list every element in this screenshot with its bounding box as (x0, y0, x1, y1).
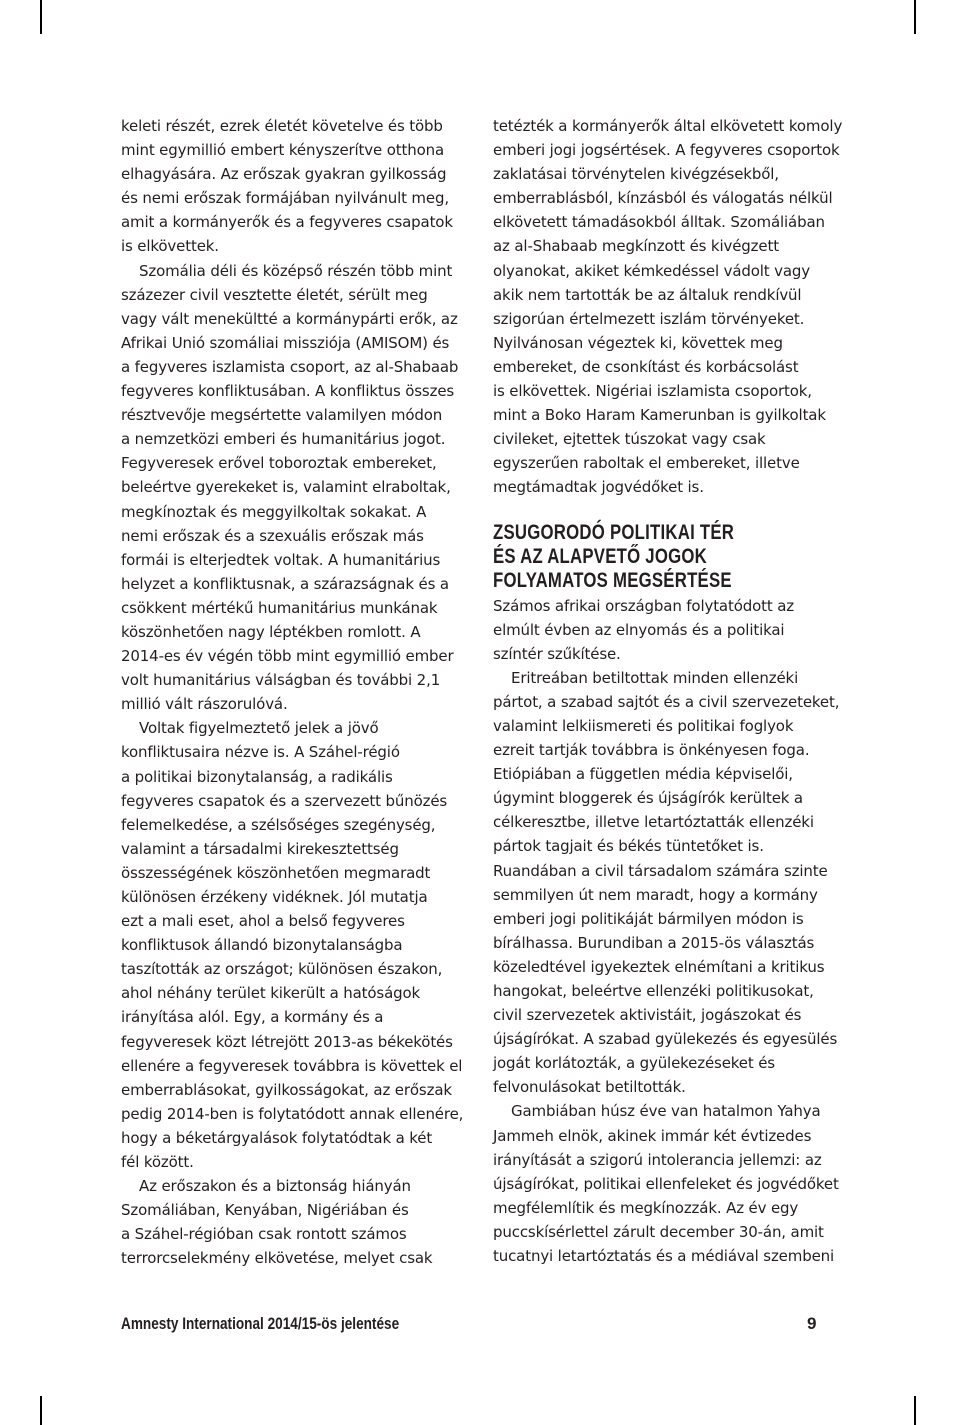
text-line: Gambiában húsz éve van hatalmon Yahya (511, 1102, 821, 1121)
text-line: keleti részét, ezrek életét követelve és több (121, 117, 443, 135)
text-line: Voltak figyelmeztető jelek a jövő (139, 719, 379, 738)
crop-mark-bottom-left (40, 1396, 42, 1425)
text-line: az al-Shabaab megkínzott és kivégzett (493, 237, 779, 256)
text-line: megfélemlítik és megkínozzák. Az év egy (493, 1198, 799, 1217)
text-line: ezreit tartják továbbra is önkényesen foga. (493, 741, 810, 760)
crop-mark-bottom-right (914, 1396, 916, 1425)
text-line: különösen érzékeny vidéknek. Jól mutatja (121, 888, 428, 906)
text-line: civil szervezetek aktivistáit, jogászokat és (493, 1006, 802, 1025)
section-heading-line: ZSUGORODÓ POLITIKAI TÉR (493, 519, 735, 544)
text-line: a Száhel-régióban csak rontott számos (121, 1225, 407, 1244)
page-number: 9 (807, 1314, 817, 1333)
text-line: a nemzetközi emberi és humanitárius jogot. (121, 430, 446, 449)
text-line: semmilyen út nem maradt, hogy a kormány (493, 885, 818, 904)
text-line: beleértve gyerekeket is, valamint elraboltak, (121, 478, 451, 497)
text-line: mint a Boko Haram Kamerunban is gyilkoltak (493, 406, 826, 425)
text-line: hangokat, beleértve ellenzéki politikusokat, (493, 982, 814, 1000)
text-line: emberrablásból, kínzásból és válogatás nélkül (493, 189, 833, 208)
text-line: Számos afrikai országban folytatódott az (493, 596, 794, 615)
text-line: felemelkedése, a szélsőséges szegénység, (121, 815, 436, 834)
text-line: jogát korlátozták, a gyülekezéseket és (493, 1054, 775, 1073)
text-line: elmúlt évben az elnyomás és a politikai (493, 620, 785, 639)
text-line: elhagyására. Az erőszak gyakran gyilkosság (121, 165, 447, 184)
text-line: pártok tagjait és békés tüntetőket is. (493, 837, 764, 856)
text-line: tucatnyi letartóztatás és a médiával szembeni (493, 1247, 835, 1266)
text-line: embereket, de csonkítást és korbácsolást (493, 357, 799, 376)
text-line: megtámadtak jogvédőket is. (493, 478, 704, 497)
crop-mark-top-right (914, 0, 916, 34)
text-line: hogy a béketárgyalások folytatódtak a két (121, 1128, 433, 1147)
text-line: is elkövettek. Nigériai iszlamista csoportok, (493, 382, 812, 401)
text-line: a politikai bizonytalanság, a radikális (121, 767, 393, 786)
text-line: Eritreában betiltottak minden ellenzéki (511, 668, 799, 687)
text-line: újságírókat, politikai ellenfeleket és jogvédőket (493, 1174, 839, 1193)
text-line: helyzet a konfliktusnak, a szárazságnak és a (121, 574, 449, 593)
text-line: Jammeh elnök, akinek immár két évtizedes (493, 1126, 812, 1145)
text-line: valamint a társadalmi kirekesztettség (121, 839, 399, 858)
text-line: emberrablásokat, gyilkosságokat, az erőszak (121, 1080, 452, 1099)
right-column-intro-text (493, 114, 843, 500)
text-line: akik nem tartották be az általuk rendkívül (493, 285, 802, 304)
text-line: taszították az országot; különösen északon, (121, 960, 443, 979)
text-line: Etiópiában a független média képviselői, (493, 765, 793, 784)
crop-mark-top-left (40, 0, 42, 34)
text-line: irányítása alól. Egy, a kormány és a (121, 1008, 384, 1027)
text-line: pártot, a szabad sajtót és a civil szervezeteket, (493, 692, 840, 711)
text-line: formái is elterjedtek voltak. A humanitárius (121, 550, 441, 569)
text-line: konfliktusok állandó bizonytalanságba (121, 936, 403, 955)
section-heading-line: FOLYAMATOS MEGSÉRTÉSE (493, 567, 732, 592)
text-line: Szomália déli és középső részén több mint (139, 261, 453, 280)
text-line: felvonulásokat betiltották. (493, 1078, 686, 1097)
text-line: ahol néhány terület kikerült a hatóságok (121, 984, 421, 1003)
text-line: résztvevője megsértette valamilyen módon (121, 406, 443, 425)
text-line: 2014-es év végén több mint egymillió ember (121, 647, 454, 666)
text-line: Nyilvánosan végeztek ki, követtek meg (493, 333, 783, 352)
text-line: olyanokat, akiket kémkedéssel vádolt vagy (493, 261, 811, 280)
text-line: is elkövettek. (121, 237, 219, 256)
text-line: vagy vált menekültté a kormánypárti erők, az (121, 309, 458, 328)
text-line: irányítását a szigorú intolerancia jellemzi: az (493, 1150, 822, 1169)
text-line: csökkent mértékű humanitárius munkának (121, 598, 438, 617)
text-line: fegyveres konfliktusában. A konfliktus összes (121, 382, 455, 401)
text-line: célkeresztbe, illetve letartóztatták ellenzéki (493, 813, 814, 832)
section-heading (493, 520, 843, 592)
text-line: Az erőszakon és a biztonság hiányán (139, 1177, 411, 1196)
text-line: valamint lelkiismereti és politikai foglyok (493, 716, 794, 735)
right-column-section-text (493, 594, 843, 1269)
text-line: millió vált rászorulóvá. (121, 695, 288, 714)
footer-report-title: Amnesty International 2014/15-ös jelentése (121, 1314, 400, 1333)
text-line: köszönhetően nagy léptékben romlott. A (121, 622, 421, 641)
text-line: megkínoztak és meggyilkoltak sokakat. A (121, 502, 427, 521)
text-line: és nemi erőszak formájában nyilvánult meg, (121, 189, 449, 208)
text-line: nemi erőszak és a szexuális erőszak más (121, 526, 424, 545)
text-line: Fegyveresek erővel toboroztak embereket, (121, 454, 437, 473)
text-line: bírálhassa. Burundiban a 2015-ös választás (493, 933, 815, 952)
text-line: összességének köszönhetően megmaradt (121, 863, 431, 882)
text-line: terrorcselekmény elkövetése, melyet csak (121, 1249, 433, 1268)
text-line: emberi jogi jogsértések. A fegyveres csoportok (493, 141, 840, 160)
text-line: szigorúan értelmezett iszlám törvényeket. (493, 309, 805, 328)
text-line: konfliktusaira nézve is. A Száhel-régió (121, 743, 400, 762)
text-line: újságírókat. A szabad gyülekezés és egyesülés (493, 1030, 838, 1049)
text-line: színtér szűkítése. (493, 644, 621, 663)
left-text-column (121, 114, 471, 1271)
text-line: Ruandában a civil társadalom számára szinte (493, 861, 828, 880)
text-line: úgymint bloggerek és újságírók kerültek a (493, 789, 803, 808)
text-line: mint egymillió embert kényszerítve otthona (121, 141, 444, 160)
text-line: közeledtével igyekeztek elnémítani a kritikus (493, 957, 825, 976)
text-line: civileket, ejtettek túszokat vagy csak (493, 430, 766, 449)
text-line: a fegyveres iszlamista csoport, az al-Shabaab (121, 357, 459, 376)
text-line: volt humanitárius válságban és további 2,1 (121, 671, 441, 690)
text-line: elkövetett támadásokból álltak. Szomáliában (493, 213, 825, 232)
section-heading-line: ÉS AZ ALAPVETŐ JOGOK (493, 543, 708, 568)
text-line: Afrikai Unió szomáliai missziója (AMISOM) és (121, 333, 450, 352)
text-line: fegyveresek közt létrejött 2013-as békekötés (121, 1032, 453, 1051)
text-line: tetézték a kormányerők által elkövetett komoly (493, 117, 843, 135)
text-line: fegyveres csapatok és a szervezett bűnözés (121, 791, 448, 810)
text-line: amit a kormányerők és a fegyveres csapatok (121, 213, 453, 232)
text-line: fél között. (121, 1153, 194, 1172)
right-text-column (493, 114, 843, 1268)
text-line: emberi jogi politikáját bármilyen módon is (493, 909, 804, 928)
text-line: puccskísérlettel zárult december 30-án, amit (493, 1222, 824, 1241)
text-line: Szomáliában, Kenyában, Nigériában és (121, 1201, 409, 1220)
text-line: ellenére a fegyveresek továbbra is követtek el (121, 1056, 463, 1075)
text-line: ezt a mali eset, ahol a belső fegyveres (121, 912, 405, 931)
text-line: zaklatásai törvénytelen kivégzésekből, (493, 165, 779, 184)
text-line: százezer civil vesztette életét, sérült meg (121, 285, 428, 304)
text-line: egyszerűen raboltak el embereket, illetve (493, 454, 800, 473)
text-line: pedig 2014-ben is folytatódott annak ellenére, (121, 1104, 464, 1123)
